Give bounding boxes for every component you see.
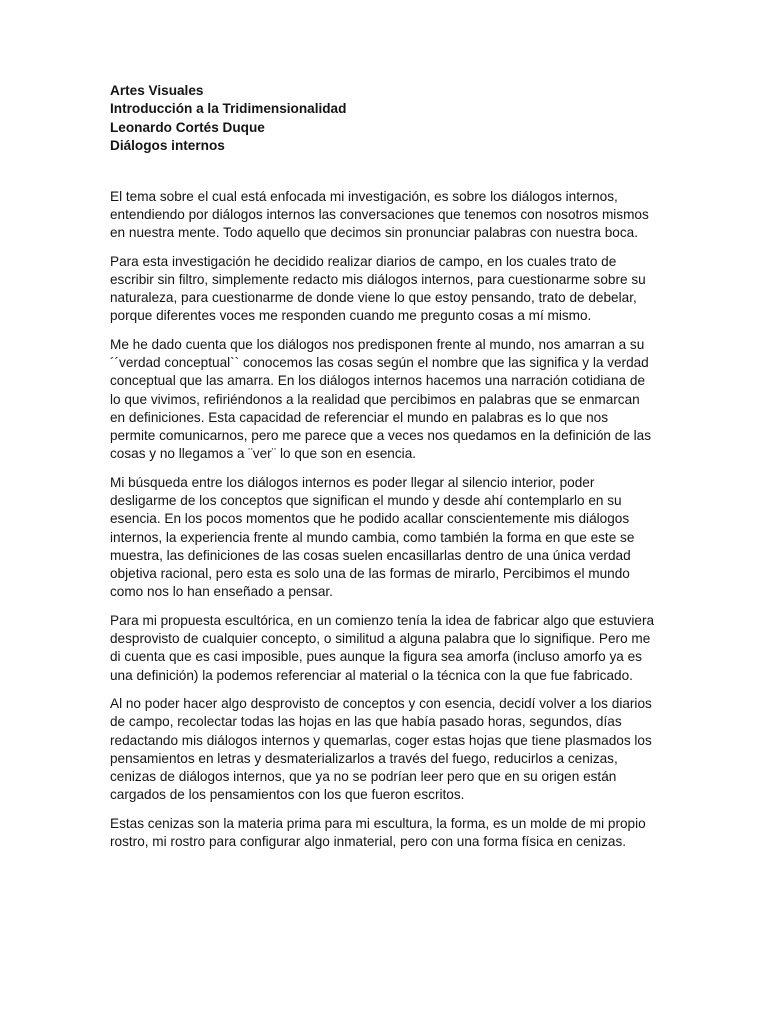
- body-paragraph: El tema sobre el cual está enfocada mi investigación, es sobre los diálogos internos, entendiendo por diálogos internos las conversaciones que tenemos con nosotros mismos en nuestra mente. Todo aquello que decimos sin pronunciar palabras con nuestra boca.: [110, 188, 649, 241]
- body-paragraph: Me he dado cuenta que los diálogos nos predisponen frente al mundo, nos amarran a su ´´verdad conceptual`` conocemos las cosas según el nombre que las significa y la verdad conceptual que las amarra. En los diálogos internos hacemos una narración cotidiana de lo que vivimos, refiriéndonos a la realidad que percibimos en palabras que se enmarcan en definiciones. Esta capacidad de referenciar el mundo en palabras es lo que nos permite comunicarnos, pero me parece que a veces nos quedamos en la definición de las cosas y no llegamos a ¨ver¨ lo que son en esencia.: [110, 337, 652, 462]
- document-body: [110, 188, 655, 852]
- body-paragraph: Para mi propuesta escultórica, en un comienzo tenía la idea de fabricar algo que estuviera desprovisto de cualquier concepto, o similitud a alguna palabra que lo signifique. Pero me di cuenta que es casi imposible, pues aunque la figura sea amorfa (incluso amorfo ya es una definición) la podemos referenciar al material o la técnica con la que fue fabricado.: [110, 612, 655, 683]
- subject-heading: Artes Visuales: [110, 83, 204, 98]
- course-heading: Introducción a la Tridimensionalidad: [110, 101, 347, 117]
- document-title: Diálogos internos: [110, 138, 225, 154]
- body-paragraph: Mi búsqueda entre los diálogos internos es poder llegar al silencio interior, poder desligarme de los conceptos que significan el mundo y desde ahí contemplarlo en su esencia. En los pocos momentos que he podido acallar conscientemente mis diálogos internos, la experiencia frente al mundo cambia, como también la forma en que este se muestra, las definiciones de las cosas suelen encasillarlas dentro de una única verdad objetiva racional, pero esta es solo una de las formas de mirarlo, Percibimos el mundo como nos lo han enseñado a pensar.: [110, 474, 635, 600]
- author-heading: Leonardo Cortés Duque: [110, 119, 265, 135]
- body-paragraph: Al no poder hacer algo desprovisto de conceptos y con esencia, decidí volver a los diarios de campo, recolectar todas las hojas en las que había pasado horas, segundos, días redactando mis diálogos internos y quemarlas, coger estas hojas que tiene plasmados los pensamientos en letras y desmaterializarlos a través del fuego, reducirlos a cenizas, cenizas de diálogos internos, que ya no se podrían leer pero que en su origen están cargados de los pensamientos con los que fueron escritos.: [110, 696, 652, 803]
- body-paragraph: Para esta investigación he decidido realizar diarios de campo, en los cuales trato de escribir sin filtro, simplemente redacto mis diálogos internos, para cuestionarme sobre su naturaleza, para cuestionarme de donde viene lo que estoy pensando, trato de debelar, porque diferentes voces me responden cuando me pregunto cosas a mí mismo.: [110, 253, 646, 324]
- body-paragraph: Estas cenizas son la materia prima para mi escultura, la forma, es un molde de mi propio rostro, mi rostro para configurar algo inmaterial, pero con una forma física en cenizas.: [110, 815, 646, 850]
- document-header: [110, 82, 655, 156]
- document-page: [110, 82, 655, 862]
